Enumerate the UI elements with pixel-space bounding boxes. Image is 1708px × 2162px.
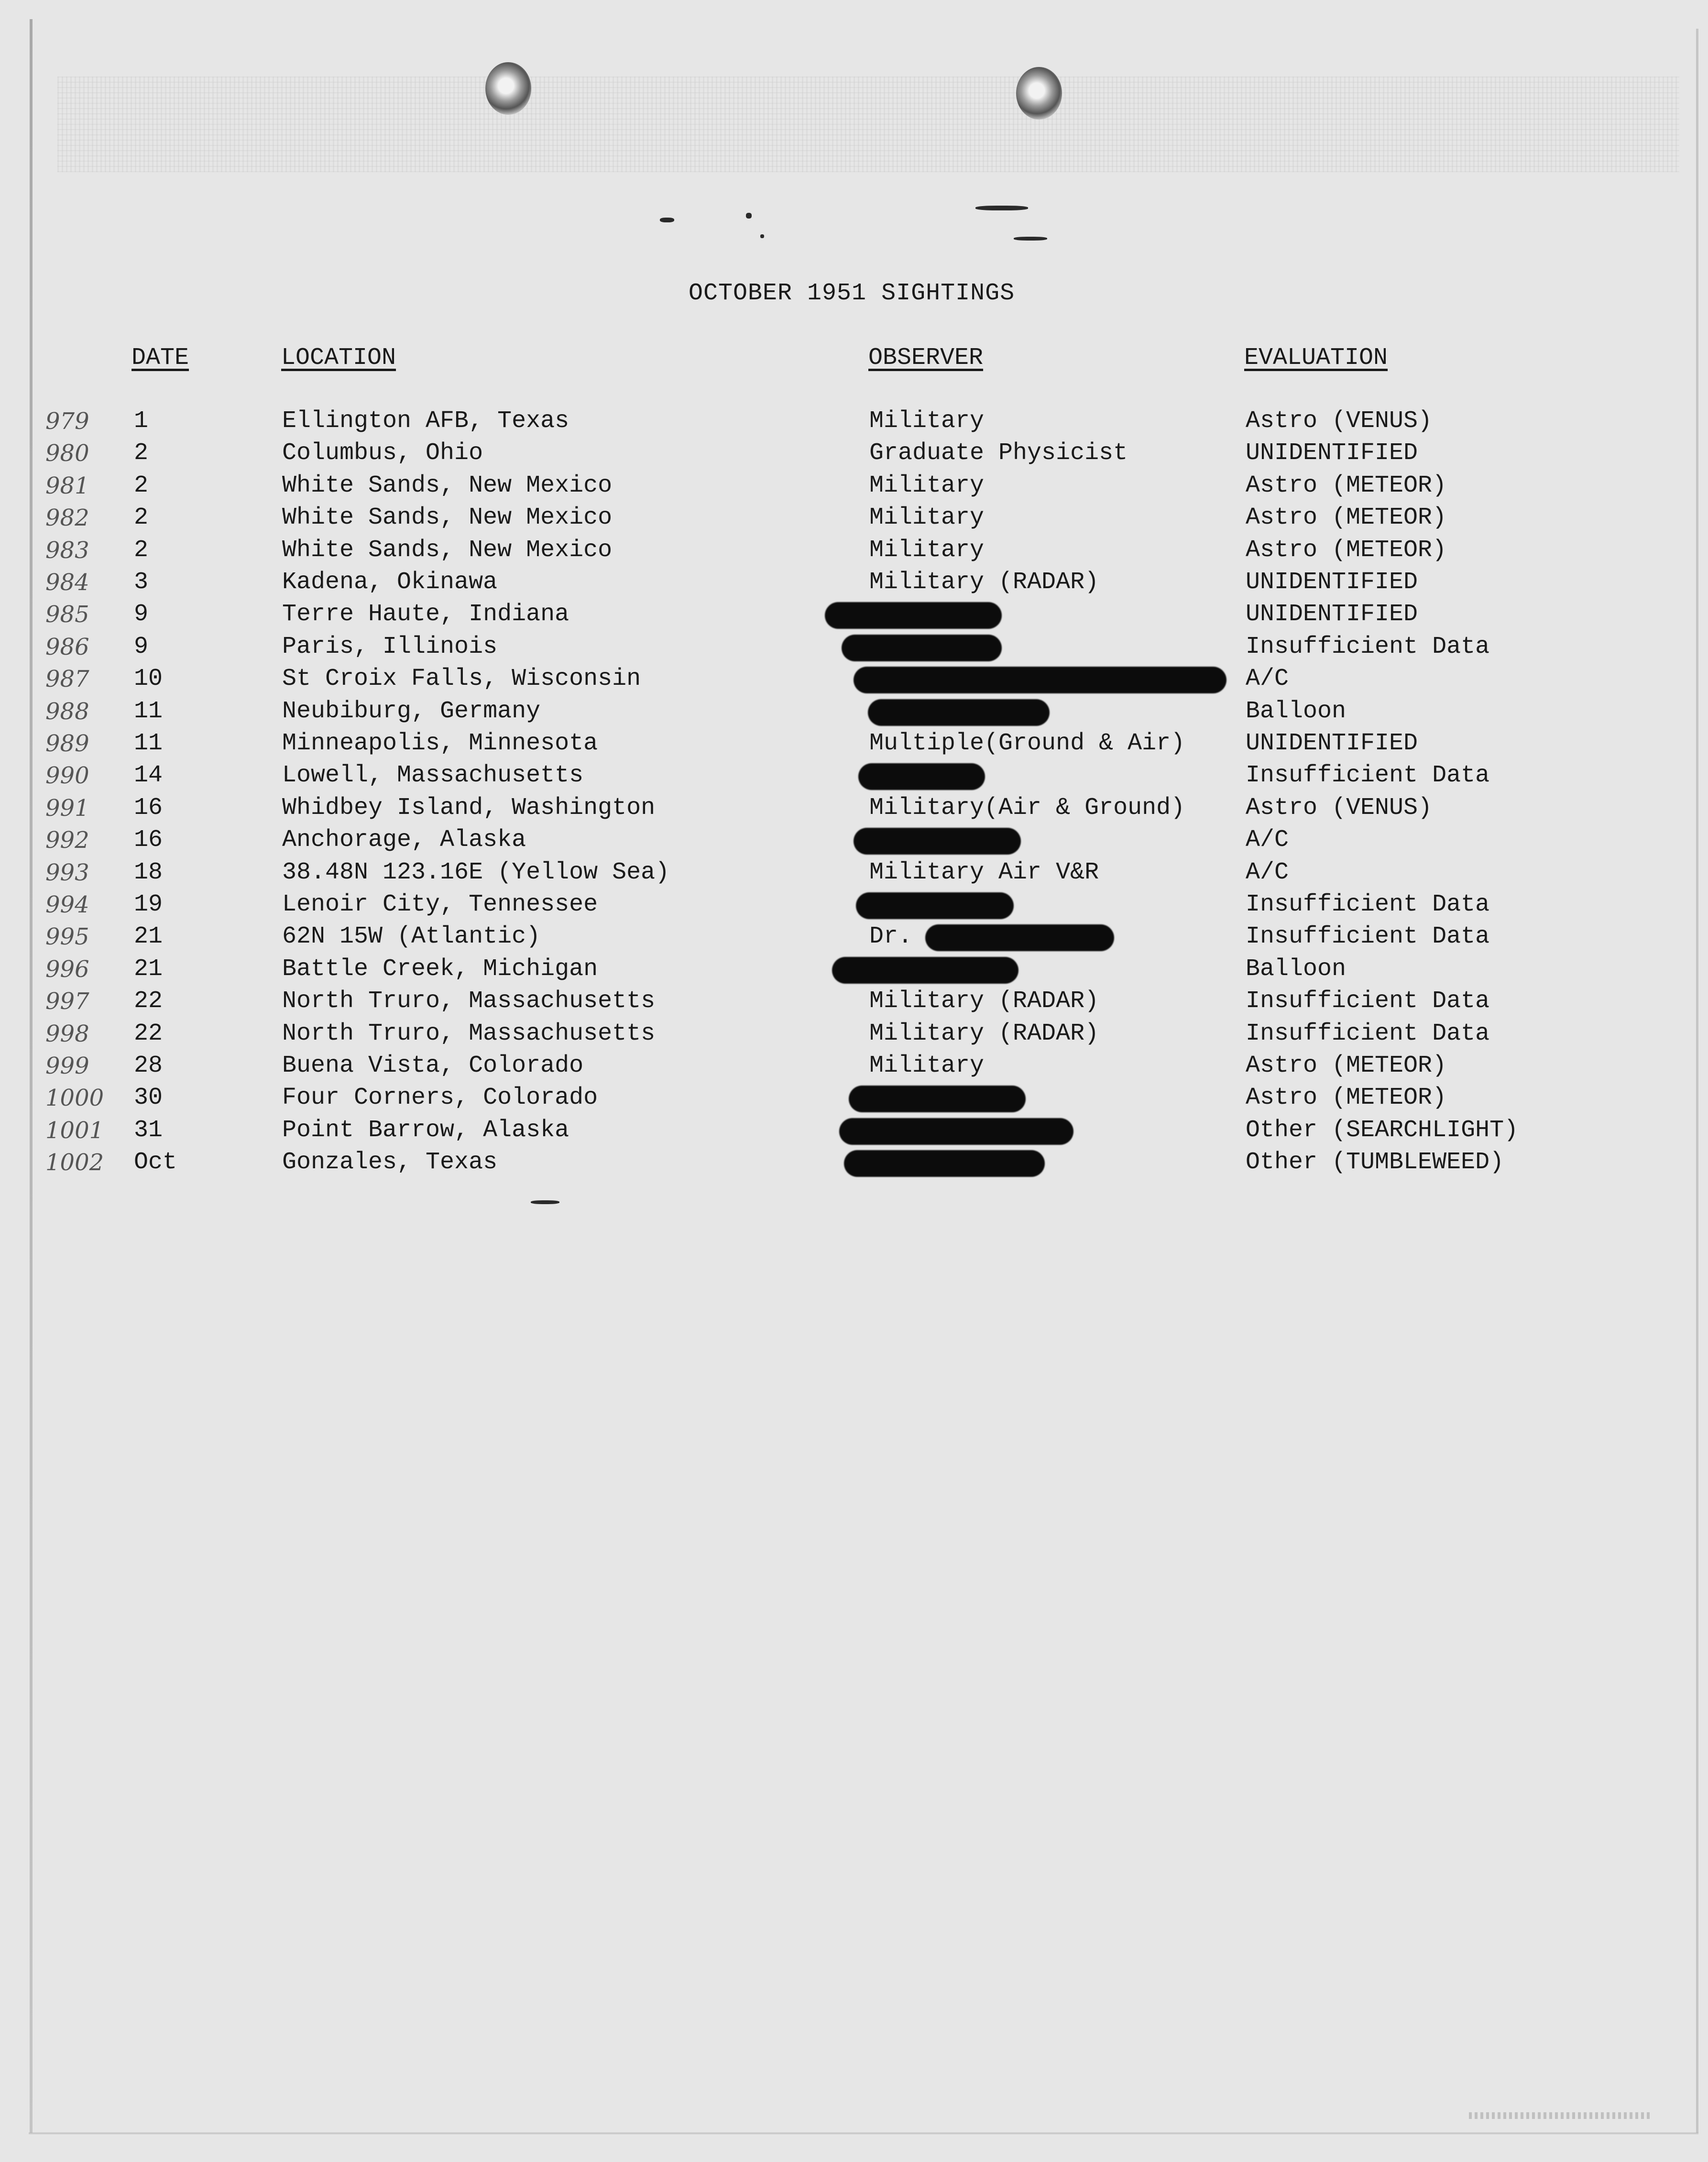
row-evaluation: A/C (1246, 665, 1289, 693)
ink-speck (1014, 237, 1047, 241)
handwritten-case-number: 995 (45, 923, 89, 951)
document-title: OCTOBER 1951 SIGHTINGS (689, 280, 1015, 307)
row-evaluation: Astro (VENUS) (1246, 794, 1433, 822)
handwritten-case-number: 992 (45, 827, 89, 854)
handwritten-case-number: 994 (45, 891, 89, 918)
row-location: White Sands, New Mexico (282, 536, 613, 564)
table-row (0, 598, 1708, 631)
handwritten-case-number: 998 (45, 1020, 89, 1047)
handwritten-case-number: 1001 (45, 1117, 104, 1144)
row-date: Oct (134, 1149, 177, 1176)
row-date: 31 (134, 1116, 163, 1144)
row-location: Point Barrow, Alaska (282, 1116, 569, 1144)
row-evaluation: Other (TUMBLEWEED) (1246, 1149, 1504, 1176)
row-date: 19 (134, 891, 163, 918)
handwritten-case-number: 988 (45, 698, 89, 725)
ink-speck (746, 213, 752, 219)
redaction-bar (842, 635, 1002, 661)
row-date: 28 (134, 1052, 163, 1079)
punch-hole-left (485, 62, 531, 115)
row-location: Lowell, Massachusetts (282, 762, 584, 790)
handwritten-case-number: 979 (45, 408, 89, 435)
row-observer: Military (869, 472, 985, 499)
row-observer: Graduate Physicist (869, 439, 1128, 467)
row-date: 2 (134, 472, 149, 499)
redaction-bar (832, 957, 1018, 984)
punch-hole-right (1016, 67, 1062, 120)
table-row (0, 727, 1708, 760)
table-row (0, 695, 1708, 728)
row-location: Paris, Illinois (282, 633, 498, 660)
row-location: Kadena, Okinawa (282, 569, 498, 596)
redaction-bar (854, 828, 1021, 855)
row-date: 21 (134, 923, 163, 951)
table-row (0, 824, 1708, 856)
handwritten-case-number: 1002 (45, 1149, 104, 1176)
row-location: Whidbey Island, Washington (282, 794, 656, 822)
row-evaluation: Astro (METEOR) (1246, 1052, 1447, 1079)
redaction-bar (849, 1086, 1026, 1112)
row-location: 62N 15W (Atlantic) (282, 923, 541, 951)
row-date: 22 (134, 1020, 163, 1047)
handwritten-case-number: 985 (45, 601, 89, 628)
row-observer: Military (RADAR) (869, 569, 1099, 596)
row-observer: Military (869, 407, 985, 435)
handwritten-case-number: 997 (45, 988, 89, 1015)
ink-speck (975, 206, 1028, 210)
row-observer: Military (869, 536, 985, 564)
row-observer: Military Air V&R (869, 858, 1099, 886)
row-date: 11 (134, 730, 163, 757)
table-row (0, 921, 1708, 953)
header-observer: OBSERVER (868, 344, 984, 372)
row-evaluation: Insufficient Data (1246, 923, 1490, 951)
handwritten-case-number: 999 (45, 1053, 89, 1079)
redaction-bar (858, 763, 985, 790)
handwritten-case-number: 1000 (45, 1085, 104, 1112)
row-location: White Sands, New Mexico (282, 504, 613, 532)
row-evaluation: Other (SEARCHLIGHT) (1246, 1116, 1519, 1144)
table-row (0, 405, 1708, 438)
table-row (0, 856, 1708, 889)
row-observer: Military (RADAR) (869, 1020, 1099, 1047)
row-evaluation: Insufficient Data (1246, 1020, 1490, 1047)
row-evaluation: Astro (METEOR) (1246, 504, 1447, 532)
row-date: 9 (134, 633, 149, 660)
redaction-bar (825, 602, 1002, 629)
row-date: 9 (134, 601, 149, 628)
table-row (0, 437, 1708, 470)
scan-edge-mark (1469, 2112, 1651, 2119)
handwritten-case-number: 993 (45, 859, 89, 886)
row-date: 10 (134, 665, 163, 693)
row-evaluation: Astro (METEOR) (1246, 472, 1447, 499)
row-evaluation: Insufficient Data (1246, 988, 1490, 1015)
row-evaluation: UNIDENTIFIED (1246, 730, 1418, 757)
ink-speck (660, 218, 674, 222)
handwritten-case-number: 984 (45, 569, 89, 596)
redaction-bar (854, 667, 1226, 693)
row-date: 2 (134, 536, 149, 564)
row-date: 2 (134, 504, 149, 532)
handwritten-case-number: 990 (45, 762, 89, 790)
handwritten-case-number: 987 (45, 666, 89, 693)
redaction-bar (868, 699, 1050, 726)
ink-speck (760, 234, 764, 238)
table-row (0, 953, 1708, 986)
row-location: Lenoir City, Tennessee (282, 891, 598, 918)
row-location: Columbus, Ohio (282, 439, 483, 467)
row-evaluation: A/C (1246, 858, 1289, 886)
row-location: 38.48N 123.16E (Yellow Sea) (282, 858, 670, 886)
row-date: 14 (134, 762, 163, 790)
row-location: Terre Haute, Indiana (282, 601, 569, 628)
table-row (0, 663, 1708, 695)
row-evaluation: Balloon (1246, 955, 1347, 983)
row-observer: Multiple(Ground & Air) (869, 730, 1185, 757)
row-date: 22 (134, 988, 163, 1015)
header-date: DATE (131, 344, 189, 372)
row-observer: Military (869, 1052, 985, 1079)
row-observer: Military (869, 504, 985, 532)
row-evaluation: Insufficient Data (1246, 633, 1490, 660)
row-date: 1 (134, 407, 149, 435)
row-evaluation: UNIDENTIFIED (1246, 601, 1418, 628)
row-evaluation: Astro (METEOR) (1246, 1084, 1447, 1112)
row-date: 21 (134, 955, 163, 983)
sheet-bottom-edge (29, 2132, 1698, 2134)
row-location: Neubiburg, Germany (282, 697, 541, 725)
redaction-bar (856, 892, 1014, 919)
table-row (0, 1050, 1708, 1082)
table-row (0, 1018, 1708, 1050)
handwritten-case-number: 980 (45, 440, 89, 467)
row-location: North Truro, Massachusetts (282, 988, 656, 1015)
row-observer: Military (RADAR) (869, 988, 1099, 1015)
row-evaluation: Insufficient Data (1246, 891, 1490, 918)
row-location: Anchorage, Alaska (282, 826, 526, 854)
row-evaluation: UNIDENTIFIED (1246, 569, 1418, 596)
row-evaluation: Balloon (1246, 697, 1347, 725)
row-date: 2 (134, 439, 149, 467)
redaction-bar (844, 1150, 1045, 1177)
handwritten-case-number: 989 (45, 730, 89, 757)
redaction-bar (839, 1118, 1073, 1145)
handwritten-case-number: 986 (45, 633, 89, 660)
handwritten-case-number: 991 (45, 794, 89, 822)
table-row (0, 470, 1708, 502)
row-date: 16 (134, 794, 163, 822)
row-evaluation: Astro (VENUS) (1246, 407, 1433, 435)
header-location: LOCATION (281, 344, 396, 372)
table-row (0, 759, 1708, 792)
table-row (0, 985, 1708, 1018)
row-location: Four Corners, Colorado (282, 1084, 598, 1112)
table-row (0, 502, 1708, 534)
row-evaluation: Insufficient Data (1246, 762, 1490, 790)
handwritten-case-number: 996 (45, 955, 89, 983)
row-location: Gonzales, Texas (282, 1149, 498, 1176)
row-observer: Dr. (869, 923, 913, 951)
handwritten-case-number: 983 (45, 537, 89, 564)
table-row (0, 1082, 1708, 1114)
row-location: St Croix Falls, Wisconsin (282, 665, 641, 693)
row-location: Battle Creek, Michigan (282, 955, 598, 983)
handwritten-case-number: 982 (45, 505, 89, 532)
row-observer: Military(Air & Ground) (869, 794, 1185, 822)
row-location: North Truro, Massachusetts (282, 1020, 656, 1047)
table-row (0, 1114, 1708, 1147)
redaction-bar (925, 924, 1114, 951)
table-row (0, 889, 1708, 921)
row-location: Minneapolis, Minnesota (282, 730, 598, 757)
row-date: 30 (134, 1084, 163, 1112)
row-location: Buena Vista, Colorado (282, 1052, 584, 1079)
row-location: Ellington AFB, Texas (282, 407, 569, 435)
row-date: 3 (134, 569, 149, 596)
row-evaluation: A/C (1246, 826, 1289, 854)
header-evaluation: EVALUATION (1244, 344, 1388, 372)
row-evaluation: UNIDENTIFIED (1246, 439, 1418, 467)
row-date: 18 (134, 858, 163, 886)
table-row (0, 1146, 1708, 1179)
table-row (0, 792, 1708, 824)
row-date: 11 (134, 697, 163, 725)
table-row (0, 534, 1708, 567)
handwritten-case-number: 981 (45, 472, 89, 499)
scan-noise-band (57, 77, 1679, 172)
table-row (0, 566, 1708, 599)
row-location: White Sands, New Mexico (282, 472, 613, 499)
table-row (0, 631, 1708, 663)
row-date: 16 (134, 826, 163, 854)
row-evaluation: Astro (METEOR) (1246, 536, 1447, 564)
ink-speck (531, 1200, 559, 1204)
